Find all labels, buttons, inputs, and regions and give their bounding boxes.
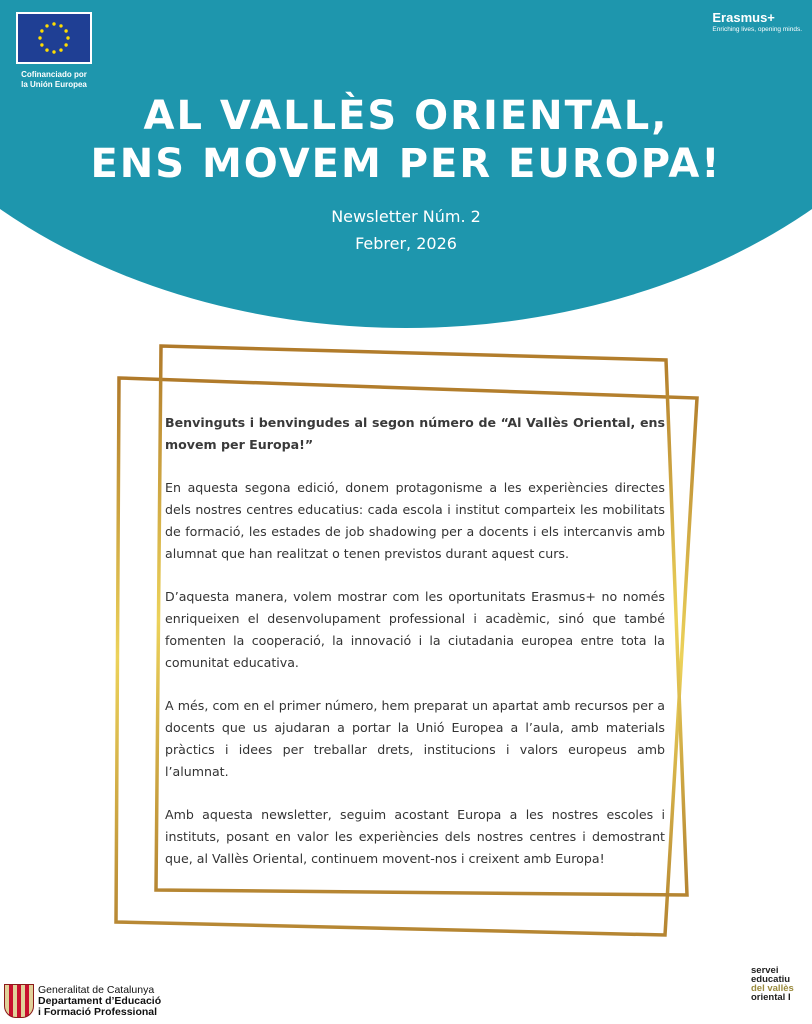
paragraph-3: A més, com en el primer número, hem preparat un apartat amb recursos per a docents que us ajudaran a portar la Unió Europea a l’aula, amb materials pràctics i idees per treballar drets, institucions i valors europeus amb l’alumnat. [165,698,665,779]
generalitat-logo [4,984,204,1018]
servei-line4: oriental I [751,992,791,1003]
generalitat-line2: Departament d’Educació [38,995,162,1007]
generalitat-line3: i Formació Professional [38,1006,158,1018]
title-line-1: AL VALLÈS ORIENTAL, [143,93,669,139]
paragraph-4: Amb aquesta newsletter, seguim acostant Europa a les nostres escoles i instituts, posant en valor les experiències dels nostres centres i demostrant que, al Vallès Oriental, continuem movent-nos i creixent amb Europa! [165,807,665,866]
generalitat-text [38,985,161,1018]
newsletter-number: Newsletter Núm. 2 [331,207,481,226]
servei-line1: servei [751,965,779,976]
eu-caption-line2: la Unión Europea [21,80,87,89]
newsletter-body [165,412,665,891]
eu-caption-line1: Cofinanciado por [21,70,87,79]
erasmus-name: Erasmus+ [712,10,775,25]
title-line-2: ENS MOVEM PER EUROPA! [90,141,722,187]
paragraph-1: En aquesta segona edició, donem protagonisme a les experiències directes dels nostres centres educatius: cada escola i institut comparteix les mobilitats de formació, les estades de job shadowing per a docents i els intercanvis amb alumnat que han realitzat o tenen previstos durant aquest curs. [165,480,665,561]
intro-heading: Benvinguts i benvingudes al segon número de “Al Vallès Oriental, ens movem per Europa!” [165,415,665,452]
newsletter-date: Febrer, 2026 [355,234,457,253]
catalan-shield-icon [4,984,34,1018]
erasmus-tagline: Enriching lives, opening minds. [712,26,802,33]
servei-line3: del vallès [751,983,794,994]
servei-educatiu-logo [751,966,794,1002]
generalitat-line1: Generalitat de Catalunya [38,984,155,996]
servei-line2: educatiu [751,974,791,985]
paragraph-2: D’aquesta manera, volem mostrar com les oportunitats Erasmus+ no només enriqueixen el desenvolupament professional i acadèmic, sinó que també fomenten la cooperació, la innovació i la ciutadania europea entre tota la comunitat educativa. [165,589,665,670]
